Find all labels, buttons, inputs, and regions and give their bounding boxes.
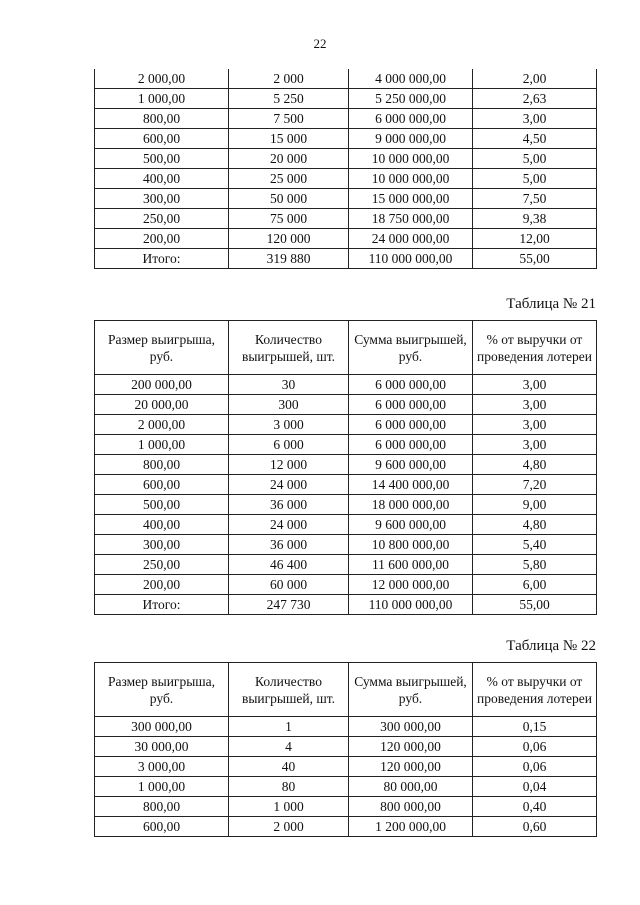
- cell-prize-sum: 6 000 000,00: [349, 415, 473, 435]
- table-21-caption: Таблица № 21: [506, 296, 596, 312]
- cell-prize-size: 600,00: [95, 475, 229, 495]
- cell-prize-sum: 1 200 000,00: [349, 817, 473, 837]
- cell-revenue-percent: 7,20: [473, 475, 597, 495]
- cell-revenue-percent: 3,00: [473, 415, 597, 435]
- cell-prize-size: Итого:: [95, 249, 229, 269]
- cell-prize-sum: 18 000 000,00: [349, 495, 473, 515]
- cell-prize-count: 5 250: [229, 89, 349, 109]
- table-row: [95, 69, 597, 89]
- table-row: [95, 797, 597, 817]
- table-row: [95, 717, 597, 737]
- table-row: [95, 777, 597, 797]
- cell-prize-sum: 110 000 000,00: [349, 249, 473, 269]
- table-row: [95, 757, 597, 777]
- table-row: [95, 375, 597, 395]
- cell-prize-sum: 110 000 000,00: [349, 595, 473, 615]
- cell-revenue-percent: 0,40: [473, 797, 597, 817]
- cell-prize-sum: 120 000,00: [349, 757, 473, 777]
- prize-table-22: [94, 662, 597, 837]
- cell-prize-count: 30: [229, 375, 349, 395]
- cell-revenue-percent: 3,00: [473, 375, 597, 395]
- cell-revenue-percent: 5,80: [473, 555, 597, 575]
- table-row: [95, 475, 597, 495]
- table-row: [95, 575, 597, 595]
- cell-prize-size: 200 000,00: [95, 375, 229, 395]
- cell-prize-size: 2 000,00: [95, 415, 229, 435]
- cell-prize-size: 250,00: [95, 555, 229, 575]
- table-row: [95, 495, 597, 515]
- cell-prize-count: 36 000: [229, 535, 349, 555]
- header-prize-sum: Сумма выигрышей, руб.: [349, 663, 473, 717]
- cell-prize-sum: 11 600 000,00: [349, 555, 473, 575]
- cell-prize-count: 319 880: [229, 249, 349, 269]
- cell-revenue-percent: 6,00: [473, 575, 597, 595]
- cell-revenue-percent: 0,15: [473, 717, 597, 737]
- page-number: 22: [313, 36, 327, 51]
- cell-prize-sum: 10 000 000,00: [349, 169, 473, 189]
- cell-prize-size: 200,00: [95, 229, 229, 249]
- cell-prize-count: 40: [229, 757, 349, 777]
- cell-revenue-percent: 2,63: [473, 89, 597, 109]
- cell-revenue-percent: 2,00: [473, 69, 597, 89]
- header-prize-size: Размер выигрыша, руб.: [95, 321, 229, 375]
- cell-prize-sum: 6 000 000,00: [349, 375, 473, 395]
- header-prize-size: Размер выигрыша, руб.: [95, 663, 229, 717]
- prize-table-continued: [94, 69, 597, 269]
- cell-prize-sum: 15 000 000,00: [349, 189, 473, 209]
- cell-prize-sum: 9 600 000,00: [349, 515, 473, 535]
- cell-prize-sum: 4 000 000,00: [349, 69, 473, 89]
- cell-prize-size: 300,00: [95, 535, 229, 555]
- cell-prize-sum: 300 000,00: [349, 717, 473, 737]
- cell-revenue-percent: 4,80: [473, 515, 597, 535]
- cell-prize-count: 4: [229, 737, 349, 757]
- cell-revenue-percent: 0,60: [473, 817, 597, 837]
- cell-prize-size: 600,00: [95, 129, 229, 149]
- table-row: [95, 249, 597, 269]
- cell-prize-size: 20 000,00: [95, 395, 229, 415]
- cell-prize-size: 250,00: [95, 209, 229, 229]
- header-revenue-percent: % от выручки от проведения лотереи: [473, 663, 597, 717]
- cell-prize-count: 1: [229, 717, 349, 737]
- cell-prize-count: 1 000: [229, 797, 349, 817]
- cell-prize-count: 15 000: [229, 129, 349, 149]
- cell-prize-size: 500,00: [95, 495, 229, 515]
- cell-prize-count: 24 000: [229, 515, 349, 535]
- cell-revenue-percent: 55,00: [473, 595, 597, 615]
- cell-prize-size: 300,00: [95, 189, 229, 209]
- cell-revenue-percent: 0,06: [473, 757, 597, 777]
- cell-prize-size: 500,00: [95, 149, 229, 169]
- cell-prize-sum: 9 000 000,00: [349, 129, 473, 149]
- cell-prize-size: 800,00: [95, 797, 229, 817]
- cell-prize-count: 50 000: [229, 189, 349, 209]
- table-row: [95, 229, 597, 249]
- cell-revenue-percent: 3,00: [473, 395, 597, 415]
- cell-prize-sum: 6 000 000,00: [349, 395, 473, 415]
- cell-prize-size: 400,00: [95, 169, 229, 189]
- cell-prize-sum: 6 000 000,00: [349, 109, 473, 129]
- table-row: [95, 395, 597, 415]
- cell-revenue-percent: 5,40: [473, 535, 597, 555]
- cell-prize-count: 20 000: [229, 149, 349, 169]
- cell-prize-count: 120 000: [229, 229, 349, 249]
- table-row: [95, 189, 597, 209]
- cell-prize-count: 24 000: [229, 475, 349, 495]
- cell-prize-sum: 12 000 000,00: [349, 575, 473, 595]
- cell-prize-count: 3 000: [229, 415, 349, 435]
- cell-prize-count: 300: [229, 395, 349, 415]
- table-row: [95, 415, 597, 435]
- cell-prize-size: Итого:: [95, 595, 229, 615]
- table-row: [95, 109, 597, 129]
- cell-prize-size: 800,00: [95, 455, 229, 475]
- cell-prize-count: 7 500: [229, 109, 349, 129]
- table-row: [95, 737, 597, 757]
- table-header-row: [95, 663, 597, 717]
- table-row: [95, 435, 597, 455]
- cell-revenue-percent: 9,38: [473, 209, 597, 229]
- cell-prize-count: 80: [229, 777, 349, 797]
- cell-prize-size: 1 000,00: [95, 435, 229, 455]
- cell-prize-sum: 14 400 000,00: [349, 475, 473, 495]
- cell-prize-count: 2 000: [229, 817, 349, 837]
- table-body: [95, 69, 597, 269]
- prize-table-21: [94, 320, 597, 615]
- header-revenue-percent: % от выручки от проведения лотереи: [473, 321, 597, 375]
- cell-prize-size: 1 000,00: [95, 777, 229, 797]
- cell-revenue-percent: 4,50: [473, 129, 597, 149]
- cell-revenue-percent: 7,50: [473, 189, 597, 209]
- cell-prize-sum: 120 000,00: [349, 737, 473, 757]
- cell-prize-size: 200,00: [95, 575, 229, 595]
- cell-revenue-percent: 3,00: [473, 109, 597, 129]
- cell-revenue-percent: 12,00: [473, 229, 597, 249]
- cell-prize-count: 36 000: [229, 495, 349, 515]
- cell-prize-count: 247 730: [229, 595, 349, 615]
- cell-revenue-percent: 9,00: [473, 495, 597, 515]
- cell-prize-sum: 18 750 000,00: [349, 209, 473, 229]
- cell-prize-sum: 800 000,00: [349, 797, 473, 817]
- table-row: [95, 455, 597, 475]
- cell-prize-count: 6 000: [229, 435, 349, 455]
- cell-prize-sum: 24 000 000,00: [349, 229, 473, 249]
- table-row: [95, 535, 597, 555]
- table-row: [95, 89, 597, 109]
- cell-prize-sum: 10 800 000,00: [349, 535, 473, 555]
- header-prize-count: Количество выигрышей, шт.: [229, 663, 349, 717]
- cell-revenue-percent: 5,00: [473, 149, 597, 169]
- cell-prize-count: 2 000: [229, 69, 349, 89]
- cell-revenue-percent: 3,00: [473, 435, 597, 455]
- cell-prize-sum: 9 600 000,00: [349, 455, 473, 475]
- cell-prize-sum: 5 250 000,00: [349, 89, 473, 109]
- table-row: [95, 149, 597, 169]
- cell-revenue-percent: 4,80: [473, 455, 597, 475]
- cell-revenue-percent: 5,00: [473, 169, 597, 189]
- table-body: [95, 717, 597, 837]
- table-row: [95, 515, 597, 535]
- table-22-caption: Таблица № 22: [506, 638, 596, 654]
- cell-revenue-percent: 0,04: [473, 777, 597, 797]
- cell-prize-count: 12 000: [229, 455, 349, 475]
- header-prize-sum: Сумма выигрышей, руб.: [349, 321, 473, 375]
- cell-prize-sum: 80 000,00: [349, 777, 473, 797]
- cell-prize-count: 46 400: [229, 555, 349, 575]
- cell-prize-count: 25 000: [229, 169, 349, 189]
- cell-prize-count: 60 000: [229, 575, 349, 595]
- cell-prize-size: 1 000,00: [95, 89, 229, 109]
- table-row: [95, 129, 597, 149]
- cell-prize-size: 600,00: [95, 817, 229, 837]
- cell-prize-size: 400,00: [95, 515, 229, 535]
- cell-prize-size: 800,00: [95, 109, 229, 129]
- table-header-row: [95, 321, 597, 375]
- cell-prize-size: 2 000,00: [95, 69, 229, 89]
- cell-revenue-percent: 55,00: [473, 249, 597, 269]
- table-row: [95, 169, 597, 189]
- cell-revenue-percent: 0,06: [473, 737, 597, 757]
- header-prize-count: Количество выигрышей, шт.: [229, 321, 349, 375]
- table-row: [95, 817, 597, 837]
- table-row: [95, 209, 597, 229]
- table-body: [95, 375, 597, 615]
- cell-prize-count: 75 000: [229, 209, 349, 229]
- cell-prize-size: 30 000,00: [95, 737, 229, 757]
- cell-prize-sum: 6 000 000,00: [349, 435, 473, 455]
- cell-prize-sum: 10 000 000,00: [349, 149, 473, 169]
- table-row: [95, 595, 597, 615]
- cell-prize-size: 300 000,00: [95, 717, 229, 737]
- table-row: [95, 555, 597, 575]
- cell-prize-size: 3 000,00: [95, 757, 229, 777]
